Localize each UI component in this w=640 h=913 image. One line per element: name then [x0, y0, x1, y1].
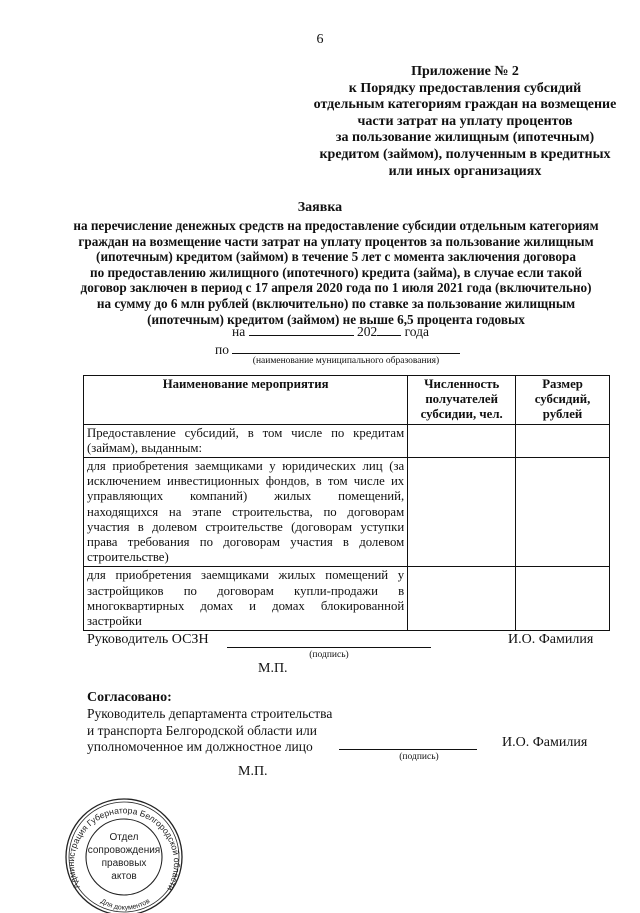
appendix-line: части затрат на уплату процентов — [357, 113, 573, 129]
date-blank-field[interactable] — [249, 322, 354, 336]
stamp-center-line: сопровождения — [87, 845, 161, 856]
row-count-cell[interactable] — [408, 458, 516, 567]
appendix-line: за пользование жилищным (ипотечным) — [335, 130, 595, 146]
subtitle-line: на перечисление денежных средств на предоставление субсидии отдельным категориям — [73, 218, 599, 233]
municipality-blank-field[interactable] — [232, 340, 460, 354]
subtitle-line: граждан на возмещение части затрат на уплату процентов за пользование жилищным — [78, 233, 594, 249]
header-amount: Размер субсидий, рублей — [516, 376, 610, 425]
official-stamp — [60, 795, 188, 913]
stamp-bottom-text: Для документов — [99, 897, 152, 912]
appendix-line: отдельным категориям граждан на возмещение — [313, 97, 617, 113]
stamp-center-line: актов — [111, 871, 137, 882]
agreed-signature-note: (подпись) — [399, 752, 439, 762]
document-title: Заявка — [297, 200, 343, 215]
page-number: 6 — [316, 32, 324, 47]
agreed-line: Руководитель департамента строительства — [87, 706, 333, 721]
stamp-center-line: правовых — [101, 858, 147, 869]
row-text: для приобретения заемщиками жилых помещений у застройщиков по договорам купли-продажи в многоквартирных домах и домах блокированной застройки — [84, 567, 408, 631]
appendix-line: кредитом (займом), полученным в кредитных — [319, 146, 611, 162]
date-suffix: года — [404, 324, 430, 339]
date-line — [232, 322, 429, 340]
subtitle-line: договор заключен в период с 17 апреля 2020 года по 1 июля 2021 года (включительно) — [80, 280, 592, 296]
stamp-center-line: Отдел — [109, 832, 139, 843]
date-year: 202 — [356, 324, 378, 339]
signer-name: И.О. Фамилия — [508, 632, 594, 647]
agreed-line: и транспорта Белгородской области или — [87, 722, 317, 738]
appendix-line: к Порядку предоставления субсидий — [348, 80, 582, 96]
table-row — [84, 567, 610, 631]
stamp-ring-text: Администрация Губернатора Белгородской области — [65, 805, 183, 893]
subtitle-line: на сумму до 6 млн рублей (включительно) по ставке за пользование жилищным — [96, 295, 576, 311]
signer-role: Руководитель ОСЗН — [87, 632, 209, 647]
signature-line[interactable] — [227, 647, 431, 648]
row-amount-cell[interactable] — [516, 424, 610, 457]
signature-note: (подпись) — [309, 650, 349, 660]
row-count-cell[interactable] — [408, 424, 516, 457]
appendix-header — [270, 64, 640, 180]
subtitle-line: по предоставлению жилищного (ипотечного) кредита (займа), в случае если такой — [89, 264, 583, 280]
table-header-row — [84, 376, 610, 425]
agreed-seal-place: М.П. — [238, 764, 268, 779]
agreed-position — [87, 706, 332, 756]
appendix-line: Приложение № 2 — [411, 64, 519, 79]
row-text: для приобретения заемщиками у юридических лиц (за исключением инвестиционных фондов, в том числе их управляющих компаний) жилых помещений, находящихся на этапе строительства, по договорам участия в долевом строительстве (договорам уступки права требования по договорам участия в долевом строительстве) — [84, 458, 408, 567]
document-subtitle — [60, 218, 612, 327]
row-text: Предоставление субсидий, в том числе по кредитам (займам), выданным: — [84, 424, 408, 457]
header-count: Численность получателей субсидии, чел. — [408, 376, 516, 425]
appendix-line: или иных организациях — [388, 163, 542, 179]
row-amount-cell[interactable] — [516, 458, 610, 567]
subtitle-line: (ипотечным) кредитом (займом) не выше 6,5 процента годовых — [147, 311, 525, 327]
agreed-signature-line[interactable] — [339, 749, 477, 750]
header-name: Наименование мероприятия — [84, 376, 408, 425]
subtitle-line: (ипотечным) кредитом (займом) в течение 5 лет с момента заключения договора — [96, 249, 576, 265]
date-prefix: на — [232, 324, 246, 339]
municipality-note: (наименование муниципального образования) — [252, 356, 440, 366]
year-blank-field[interactable] — [377, 322, 401, 336]
table-row — [84, 458, 610, 567]
table-row — [84, 424, 610, 457]
measures-table — [83, 375, 610, 631]
agreed-title: Согласовано: — [87, 690, 172, 705]
po-prefix: по — [215, 342, 229, 357]
seal-place: М.П. — [258, 661, 288, 676]
row-count-cell[interactable] — [408, 567, 516, 631]
row-amount-cell[interactable] — [516, 567, 610, 631]
agreed-signer-name: И.О. Фамилия — [502, 735, 588, 750]
agreed-line: уполномоченное им должностное лицо — [87, 739, 313, 754]
